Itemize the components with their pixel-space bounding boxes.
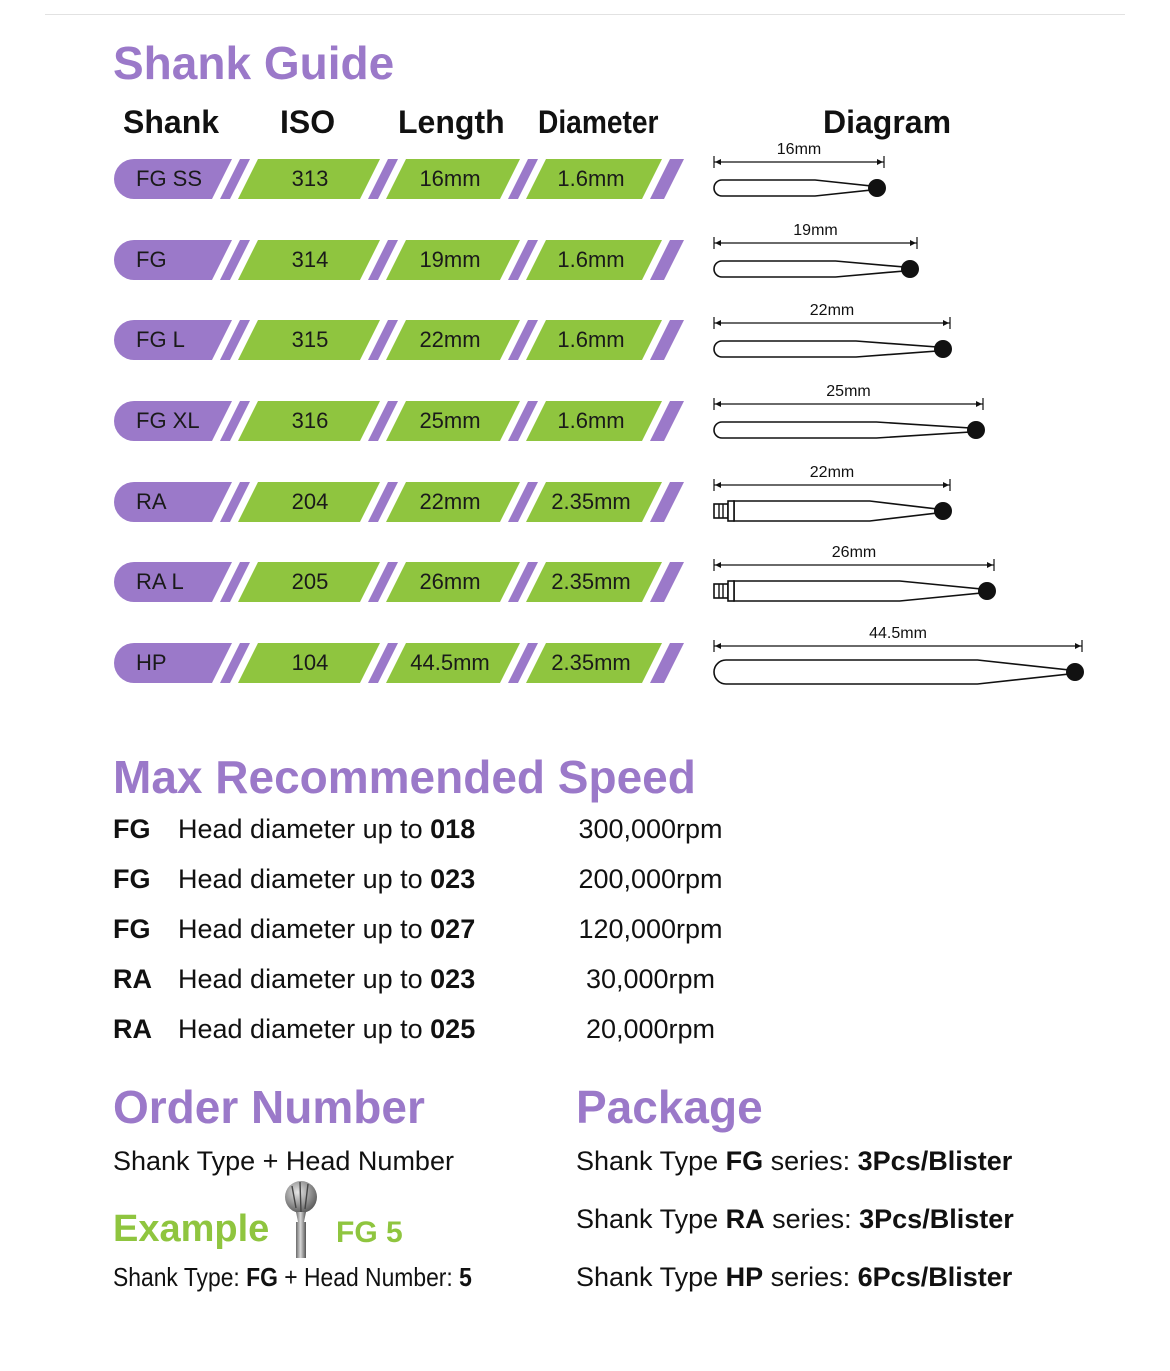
speed-row (113, 814, 733, 854)
explain-num: 5 (459, 1262, 472, 1292)
arrow-right (987, 562, 993, 568)
speed-row (113, 964, 733, 1004)
shank-name: FG XL (136, 408, 200, 433)
col-header-diameter: Diameter (538, 104, 659, 140)
diagram-drawing (706, 546, 1096, 608)
length-value: 16mm (419, 166, 481, 191)
bur-head (934, 340, 952, 358)
arrow-right (910, 240, 916, 246)
bur-shank (714, 180, 871, 196)
shank-pill (114, 482, 232, 522)
shank-row (112, 399, 687, 443)
speed-description (178, 1014, 475, 1045)
package-quantity: 6Pcs/Blister (857, 1262, 1013, 1292)
shank-pill (114, 643, 232, 683)
package-shank-type: FG (725, 1146, 764, 1176)
speed-description-text: Head diameter up to (178, 814, 431, 844)
latch-collar (728, 501, 734, 521)
iso-value: 314 (291, 247, 329, 272)
speed-shank-type: FG (113, 814, 151, 844)
diameter-value: 1.6mm (557, 408, 625, 433)
speed-shank-type: FG (113, 864, 151, 894)
package-series: series: (764, 1204, 860, 1234)
diagram-drawing (706, 143, 1096, 205)
top-divider (45, 14, 1125, 15)
diagram-drawing (706, 466, 1096, 528)
diameter-value: 2.35mm (551, 569, 631, 594)
bur-shank (734, 501, 937, 521)
speed-rpm: 200,000rpm (578, 864, 723, 894)
package-quantity: 3Pcs/Blister (859, 1204, 1014, 1234)
arrow-right (943, 320, 949, 326)
speed-description (178, 864, 475, 895)
length-value: 19mm (419, 247, 481, 272)
arrow-right (976, 401, 982, 407)
explain-mid: + Head Number: (277, 1262, 460, 1292)
shank-diagram (706, 224, 1096, 291)
bur-shank (734, 581, 981, 601)
package-series: series: (763, 1146, 858, 1176)
package-series: series: (763, 1262, 858, 1292)
shank-name: RA L (136, 569, 184, 594)
length-value: 25mm (419, 408, 481, 433)
package-prefix: Shank Type (576, 1146, 726, 1176)
col-header-iso: ISO (280, 104, 336, 140)
package-quantity: 3Pcs/Blister (857, 1146, 1013, 1176)
arrow-right (877, 159, 883, 165)
length-value: 44.5mm (410, 650, 490, 675)
diagram-length-label: 25mm (826, 383, 871, 400)
shank-row (112, 157, 687, 201)
speed-row (113, 914, 733, 954)
shank-guide-title: Shank Guide (113, 37, 395, 89)
iso-value: 313 (291, 166, 329, 191)
diagram-drawing (706, 304, 1096, 366)
iso-value: 316 (291, 408, 329, 433)
speed-description (178, 814, 475, 845)
shank-diagram (706, 304, 1096, 371)
shank-row (112, 641, 687, 685)
shank-diagram (706, 143, 1096, 210)
package-row (576, 1204, 1014, 1235)
speed-description-text: Head diameter up to (178, 914, 431, 944)
bur-image (280, 1178, 322, 1260)
latch-end (714, 504, 728, 518)
col-header-length: Length (398, 104, 505, 140)
shank-diagram (706, 466, 1096, 533)
latch-end (714, 584, 728, 598)
shank-name: HP (136, 650, 167, 675)
bur-head (868, 179, 886, 197)
bur-head (978, 582, 996, 600)
speed-rpm: 20,000rpm (585, 1014, 716, 1044)
bur-shank (714, 341, 937, 357)
iso-value: 204 (291, 489, 329, 514)
explain-type: FG (246, 1262, 278, 1292)
package-shank-type: HP (725, 1262, 764, 1292)
arrow-left (715, 159, 721, 165)
shank-diagram (706, 546, 1096, 613)
length-value: 22mm (419, 327, 481, 352)
diagram-length-label: 22mm (809, 464, 855, 481)
shank-pill (114, 240, 232, 280)
package-shank-type: RA (725, 1204, 765, 1234)
diagram-drawing (706, 385, 1096, 447)
length-value: 22mm (419, 489, 481, 514)
iso-value: 205 (291, 569, 329, 594)
arrow-left (715, 562, 721, 568)
package-prefix: Shank Type (576, 1262, 726, 1292)
package-title: Package (576, 1081, 763, 1133)
diagram-length-label: 22mm (809, 302, 855, 319)
bur-head (967, 421, 985, 439)
speed-head-size: 023 (430, 964, 476, 994)
shank-name: RA (136, 489, 167, 514)
speed-rpm: 120,000rpm (578, 914, 723, 944)
max-speed-title: Max Recommended Speed (113, 751, 696, 803)
col-header-shank: Shank (123, 104, 220, 140)
speed-rpm: 30,000rpm (585, 964, 716, 994)
speed-head-size: 025 (430, 1014, 476, 1044)
shank-row (112, 318, 687, 362)
shank-name: FG L (136, 327, 185, 352)
bur-shank (714, 422, 970, 438)
arrow-right (943, 482, 949, 488)
length-value: 26mm (419, 569, 481, 594)
bur-head (1066, 663, 1084, 681)
order-explanation (113, 1262, 472, 1293)
diameter-value: 2.35mm (551, 489, 631, 514)
example-code: FG 5 (336, 1216, 403, 1249)
speed-description (178, 964, 475, 995)
explain-prefix: Shank Type: (113, 1262, 247, 1292)
latch-collar (728, 581, 734, 601)
arrow-left (715, 320, 721, 326)
bur-shank (714, 660, 1069, 684)
bur-shank (714, 261, 904, 277)
diameter-value: 1.6mm (557, 327, 625, 352)
speed-description-text: Head diameter up to (178, 964, 431, 994)
speed-shank-type: FG (113, 914, 151, 944)
arrow-left (715, 240, 721, 246)
arrow-right (1075, 643, 1081, 649)
speed-row (113, 1014, 733, 1054)
speed-head-size: 027 (430, 914, 476, 944)
diagram-length-label: 44.5mm (869, 625, 927, 642)
speed-row (113, 864, 733, 904)
iso-value: 315 (291, 327, 329, 352)
bur-head (901, 260, 919, 278)
diagram-drawing (706, 224, 1096, 286)
diagram-length-label: 19mm (793, 222, 838, 239)
arrow-left (715, 643, 721, 649)
package-row (576, 1262, 1012, 1293)
package-row (576, 1146, 1012, 1177)
arrow-left (715, 482, 721, 488)
speed-head-size: 018 (430, 814, 476, 844)
speed-description (178, 914, 475, 945)
package-prefix: Shank Type (576, 1204, 726, 1234)
iso-value: 104 (291, 650, 329, 675)
diameter-value: 1.6mm (557, 247, 625, 272)
diagram-length-label: 26mm (831, 544, 877, 561)
diagram-length-label: 16mm (776, 141, 822, 158)
shank-name: FG SS (136, 166, 203, 191)
shank-diagram (706, 627, 1096, 694)
speed-head-size: 023 (430, 864, 476, 894)
order-number-title: Order Number (113, 1081, 425, 1133)
diameter-value: 2.35mm (551, 650, 631, 675)
speed-shank-type: RA (113, 1014, 152, 1044)
shank-row (112, 480, 687, 524)
bur-head (934, 502, 952, 520)
arrow-left (715, 401, 721, 407)
shank-diagram (706, 385, 1096, 452)
example-label: Example (113, 1208, 270, 1250)
order-formula: Shank Type + Head Number (113, 1146, 454, 1176)
shank-name: FG (136, 247, 167, 272)
shank-row (112, 560, 687, 604)
speed-description-text: Head diameter up to (178, 864, 431, 894)
speed-shank-type: RA (113, 964, 152, 994)
speed-rpm: 300,000rpm (578, 814, 723, 844)
shank-row (112, 238, 687, 282)
diameter-value: 1.6mm (557, 166, 625, 191)
col-header-diagram: Diagram (823, 104, 952, 140)
speed-description-text: Head diameter up to (178, 1014, 431, 1044)
